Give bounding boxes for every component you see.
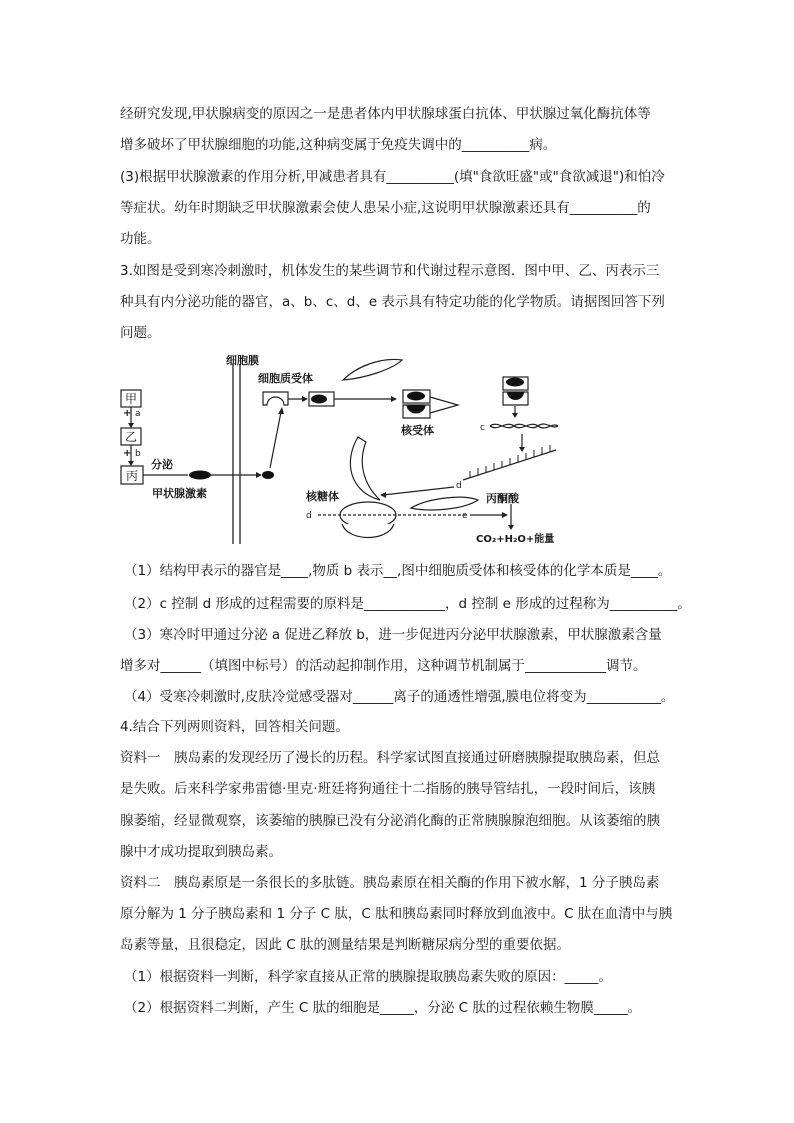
text-line: 等症状。幼年时期缺乏甲状腺激素会使人患呆小症,这说明甲状腺激素还具有__________的 bbox=[120, 200, 651, 216]
pyruvate-label: 丙酮酸 bbox=[486, 492, 519, 505]
material-line: 腺萎缩，经显微观察，该萎缩的胰腺已没有分泌消化酶的正常胰腺腺泡细胞。从该萎缩的胰 bbox=[120, 813, 660, 829]
ribosome bbox=[342, 524, 394, 538]
text-line: 增多破坏了甲状腺细胞的功能,这种病变属于免疫失调中的__________病。 bbox=[120, 137, 557, 153]
cyto-receptor-label: 细胞质受体 bbox=[258, 372, 313, 385]
label-a: a bbox=[135, 409, 141, 419]
hormone-molecule bbox=[311, 395, 327, 404]
nuclear-envelope bbox=[350, 437, 380, 500]
label-d: d bbox=[306, 511, 312, 521]
material-line: 资料一 胰岛素的发现经历了漫长的历程。科学家试图直接通过研磨胰腺提取胰岛素，但总 bbox=[120, 750, 660, 766]
text-line: 功能。 bbox=[120, 231, 161, 247]
nuclear-envelope bbox=[343, 359, 402, 380]
label-d: d bbox=[456, 481, 462, 491]
label-e: e bbox=[462, 511, 468, 521]
hormone-molecule bbox=[189, 471, 211, 480]
question-line: （2）c 控制 d 形成的过程需要的原料是____________，d 控制 e 形成的过程称为__________。 bbox=[124, 596, 691, 612]
question-line: 增多对______（填图中标号）的活动起抑制作用，这种调节机制属于____________调节。 bbox=[120, 658, 647, 674]
text-line: (3)根据甲状腺激素的作用分析,甲减患者具有__________(填"食欲旺盛"或"食欲减退")和怕冷 bbox=[120, 169, 665, 185]
question-line: （3）寒冷时甲通过分泌 a 促进乙释放 b，进一步促进丙分泌甲状腺激素，甲状腺激素含量 bbox=[124, 627, 662, 643]
secrete-label: 分泌 bbox=[151, 458, 173, 471]
products-label: CO₂+H₂O+能量 bbox=[476, 534, 555, 545]
organ-yi-label: 乙 bbox=[124, 430, 138, 444]
material-line: 岛素等量，且很稳定，因此 C 肽的测量结果是判断糖尿病分型的重要依据。 bbox=[120, 937, 571, 953]
material-line: 资料二 胰岛素原是一条很长的多肽链。胰岛素原在相关酶的作用下被水解，1 分子胰岛素 bbox=[120, 875, 660, 891]
text-line: 问题。 bbox=[120, 325, 161, 341]
question-3-stem: 3.如图是受到寒冷刺激时，机体发生的某些调节和代谢过程示意图．图中甲、乙、丙表示三 bbox=[120, 263, 660, 279]
material-line: 原分解为 1 分子胰岛素和 1 分子 C 肽，C 肽和胰岛素同时释放到血液中。C 肽在血清中与胰 bbox=[120, 906, 673, 922]
plus-sign: + bbox=[123, 408, 132, 419]
question-line: （4）受寒冷刺激时,皮肤冷觉感受器对______离子的通透性增强,膜电位将变为___________。 bbox=[124, 689, 675, 705]
organ-jia-label: 甲 bbox=[124, 392, 138, 406]
nuclear-receptor-label: 核受体 bbox=[401, 424, 434, 437]
question-line: （1）结构甲表示的器官是____,物质 b 表示__,图中细胞质受体和核受体的化学本质是____。 bbox=[124, 563, 672, 579]
ribosome-label: 核糖体 bbox=[306, 490, 339, 503]
label-c: c bbox=[480, 423, 485, 433]
hormone-molecule bbox=[407, 392, 425, 401]
hormone-molecule bbox=[262, 471, 274, 479]
organ-bing-label: 丙 bbox=[125, 469, 139, 483]
text-line: 经研究发现,甲状腺病变的原因之一是患者体内甲状腺球蛋白抗体、甲状腺过氧化酶抗体等 bbox=[120, 106, 651, 122]
question-line: （1）根据资料一判断，科学家直接从正常的胰腺提取胰岛素失败的原因：_____。 bbox=[124, 969, 612, 985]
nuclear-envelope bbox=[411, 497, 478, 510]
text-line: 种具有内分泌功能的器官，a、b、c、d、e 表示具有特定功能的化学物质。请据图回答下列 bbox=[120, 294, 665, 310]
label-b: b bbox=[135, 449, 141, 459]
material-line: 腺中才成功提取到胰岛素。 bbox=[120, 844, 282, 860]
hormone-label: 甲状腺激素 bbox=[152, 487, 207, 500]
question-line: （2）根据资料二判断，产生 C 肽的细胞是_____，分泌 C 肽的过程依赖生物膜_____。 bbox=[124, 1000, 642, 1016]
material-line: 是失败。后来科学家弗雷德·里克·班廷将狗通往十二指肠的胰导管结扎，一段时间后，该胰 bbox=[120, 781, 656, 797]
plus-sign: + bbox=[123, 448, 132, 459]
regulation-diagram bbox=[118, 352, 568, 547]
cytoplasmic-receptor bbox=[263, 392, 288, 405]
membrane-label: 细胞膜 bbox=[226, 354, 259, 367]
question-4-stem: 4.结合下列两则资料，回答相关问题。 bbox=[120, 719, 349, 735]
mrna-bases bbox=[470, 445, 550, 478]
